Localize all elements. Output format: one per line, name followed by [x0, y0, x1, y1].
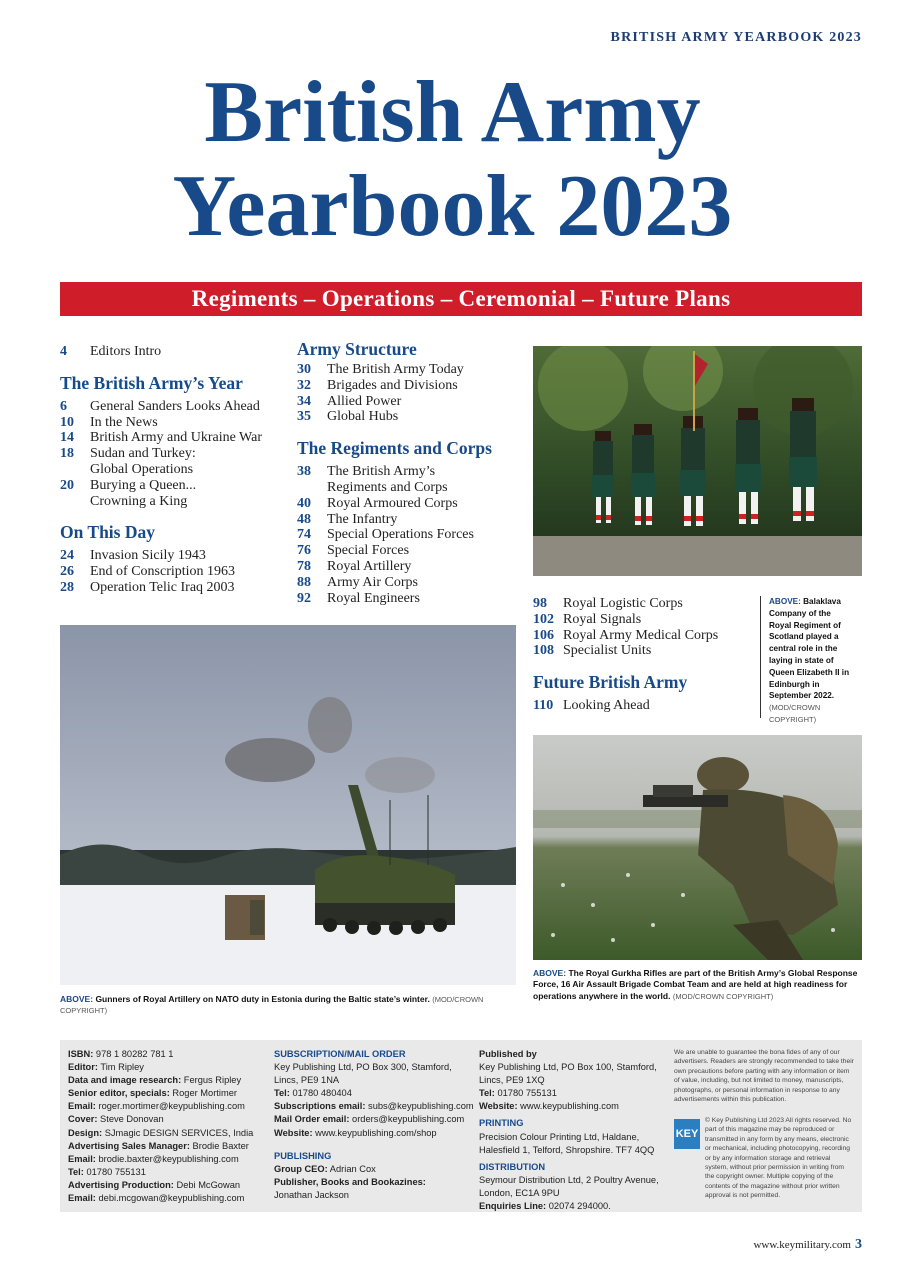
toc-entry[interactable]	[533, 612, 758, 628]
info-section-heading: PRINTING	[479, 1118, 524, 1129]
page-number: 3	[855, 1237, 862, 1252]
subtitle-banner: Regiments – Operations – Ceremonial – Future Plans	[60, 282, 862, 316]
toc-entry-label: The British Army’s Regiments and Corps	[327, 464, 448, 495]
caption-label: ABOVE:	[769, 597, 801, 606]
info-line: Subscriptions email: subs@keypublishing.com	[274, 1101, 474, 1112]
info-line: London, EC1A 9PU	[479, 1187, 560, 1198]
page-title-line2: Yearbook 2023	[172, 158, 733, 255]
toc-column-1	[60, 344, 290, 596]
toc-entry-label: The Infantry	[327, 511, 398, 527]
toc-entry[interactable]	[60, 446, 290, 478]
advertiser-disclaimer: We are unable to guarantee the bona fides of any of our advertisers. Readers are strongly recommended to take their own precautions before parting with any information or item of value, including, but not limited to money, manuscripts, photographs, or personal information in response to any advertisements within this publication.	[674, 1049, 854, 1104]
email-link[interactable]: orders@keypublishing.com	[352, 1114, 465, 1125]
info-line: Senior editor, specials: Roger Mortimer	[68, 1088, 237, 1099]
info-line: Website: www.keypublishing.com/shop	[274, 1127, 437, 1138]
info-line: Email: brodie.baxter@keypublishing.com	[68, 1153, 239, 1164]
info-line: Key Publishing Ltd, PO Box 100, Stamford,	[479, 1062, 657, 1073]
caption-text: Gunners of Royal Artillery on NATO duty in Estonia during the Baltic state’s winter.	[95, 994, 430, 1004]
toc-entry-label: Special Forces	[327, 543, 410, 559]
toc-entry[interactable]	[60, 415, 290, 431]
toc-page-number: 108	[533, 643, 554, 659]
toc-entry-label: Royal Signals	[563, 611, 642, 627]
info-line: Tel: 01780 480404	[274, 1088, 352, 1099]
toc-entry-label: Burying a Queen... Crowning a King	[90, 477, 197, 509]
parade-photo-illustration	[533, 346, 862, 576]
caption-credit: (MOD/CROWN COPYRIGHT)	[60, 995, 484, 1016]
toc-entry[interactable]	[60, 548, 290, 564]
page-footer	[753, 1237, 862, 1253]
info-line: Key Publishing Ltd, PO Box 300, Stamford,	[274, 1062, 452, 1073]
toc-page-number: 14	[60, 430, 74, 446]
info-line: Website: www.keypublishing.com	[479, 1101, 619, 1112]
info-line: Tel: 01780 755131	[479, 1088, 557, 1099]
parade-caption	[760, 596, 850, 724]
info-line: Seymour Distribution Ltd, 2 Poultry Avenue,	[479, 1174, 659, 1185]
toc-entry-label: General Sanders Looks Ahead	[90, 398, 260, 414]
caption-credit: (MOD/CROWN COPYRIGHT)	[672, 991, 774, 1001]
toc-page-number: 35	[297, 409, 311, 425]
toc-entry[interactable]	[60, 344, 290, 360]
info-line: Tel: 01780 755131	[68, 1166, 146, 1177]
toc-entry-label: British Army and Ukraine War	[90, 430, 263, 446]
artillery-photo-illustration	[60, 625, 516, 985]
info-line: Email: roger.mortimer@keypublishing.com	[68, 1101, 245, 1112]
toc-entry-label: Royal Armoured Corps	[327, 495, 458, 511]
toc-section-heading: Army Structure	[297, 339, 417, 359]
copyright-notice: © Key Publishing Ltd 2023 All rights reserved. No part of this magazine may be reproduced or transmitted in any form by any means, electronic or mechanical, including photocopying, recording or by any information storage and retrieval system, without prior permission in writing from the copyright owner. Multiple copying of the contents of the magazine without prior written approval is not permitted.	[705, 1117, 852, 1200]
toc-page-number: 20	[60, 477, 74, 493]
toc-page-number: 98	[533, 596, 547, 611]
toc-entry-label: Brigades and Divisions	[327, 377, 458, 393]
info-line: Cover: Steve Donovan	[68, 1114, 164, 1125]
info-line: Email: debi.mcgowan@keypublishing.com	[68, 1193, 245, 1204]
info-column-credits	[68, 1048, 268, 1205]
caption-label: ABOVE:	[60, 994, 94, 1004]
toc-entry-label: End of Conscription 1963	[90, 564, 236, 580]
info-line: Precision Colour Printing Ltd, Haldane,	[479, 1131, 640, 1142]
toc-page-number: 28	[60, 579, 74, 595]
toc-entry-label: Editors Intro	[90, 344, 162, 359]
toc-entry-label: In the News	[90, 414, 158, 430]
toc-page-number: 102	[533, 611, 554, 627]
toc-entry[interactable]	[297, 496, 527, 512]
toc-entry[interactable]	[60, 580, 290, 596]
toc-page-number: 4	[60, 344, 67, 359]
page-title-line1: British Army	[204, 64, 701, 161]
toc-entry-label: Looking Ahead	[563, 698, 650, 714]
info-section-heading: SUBSCRIPTION/MAIL ORDER	[274, 1049, 406, 1059]
info-line: Design: SJmagic DESIGN SERVICES, India	[68, 1127, 254, 1138]
artillery-caption	[60, 994, 520, 1017]
info-line: ISBN: 978 1 80282 781 1	[68, 1049, 174, 1059]
toc-page-number: 92	[297, 590, 311, 606]
toc-page-number: 76	[297, 543, 311, 559]
toc-column-2	[297, 338, 527, 606]
toc-section-heading: Future British Army	[533, 672, 688, 693]
toc-entry[interactable]	[533, 698, 758, 714]
toc-entry-label: Sudan and Turkey: Global Operations	[90, 446, 196, 477]
toc-page-number: 38	[297, 464, 311, 480]
toc-entry-label: Specialist Units	[563, 643, 652, 659]
info-line: Group CEO: Adrian Cox	[274, 1163, 376, 1174]
gurkha-photo-illustration	[533, 735, 862, 960]
info-line: Data and image research: Fergus Ripley	[68, 1075, 242, 1086]
website-link[interactable]: www.keypublishing.com	[520, 1101, 619, 1112]
toc-entry-label: Royal Engineers	[327, 590, 420, 606]
toc-page-number: 40	[297, 495, 311, 511]
gurkha-photo	[533, 735, 862, 960]
toc-entry[interactable]	[533, 596, 758, 612]
toc-entry-label: Allied Power	[327, 393, 402, 409]
running-head: BRITISH ARMY YEARBOOK 2023	[610, 30, 862, 45]
toc-entry[interactable]	[297, 575, 527, 591]
info-line: Advertising Sales Manager: Brodie Baxter	[68, 1140, 249, 1151]
toc-entry-label: Global Hubs	[327, 409, 399, 425]
toc-entry[interactable]	[297, 378, 527, 394]
info-column-publisher	[479, 1048, 674, 1213]
toc-entry-label: Royal Army Medical Corps	[563, 627, 719, 643]
toc-page-number: 34	[297, 393, 311, 409]
toc-page-number: 110	[533, 698, 554, 714]
toc-section-heading: On This Day	[60, 522, 155, 543]
toc-section-heading: The British Army’s Year	[60, 372, 243, 393]
email-link[interactable]: subs@keypublishing.com	[368, 1101, 474, 1112]
toc-entry-label: Royal Artillery	[327, 558, 412, 574]
toc-entry-label: Royal Logistic Corps	[563, 596, 683, 611]
toc-page-number: 6	[60, 398, 67, 414]
artillery-photo	[60, 625, 516, 985]
website-link[interactable]: www.keypublishing.com/shop	[315, 1127, 437, 1138]
info-section-heading: PUBLISHING	[274, 1150, 332, 1161]
toc-entry[interactable]	[297, 409, 527, 425]
toc-entry[interactable]	[60, 430, 290, 446]
toc-column-3	[533, 596, 758, 714]
toc-page-number: 30	[297, 362, 311, 377]
toc-page-number: 48	[297, 511, 311, 527]
info-line: Lincs, PE9 1XQ	[479, 1075, 545, 1086]
toc-page-number: 74	[297, 527, 311, 543]
info-line: Lincs, PE9 1NA	[274, 1075, 340, 1086]
toc-page-number: 106	[533, 627, 554, 643]
toc-entry[interactable]	[297, 512, 527, 528]
toc-page-number: 78	[297, 558, 311, 574]
caption-label: ABOVE:	[533, 968, 567, 978]
caption-text: Balaklava Company of the Royal Regiment of Scotland played a central role in the laying in state of Queen Elizabeth II in Edinburgh in September 2022.	[769, 597, 850, 701]
toc-page-number: 24	[60, 548, 74, 564]
toc-page-number: 18	[60, 446, 74, 462]
toc-page-number: 10	[60, 414, 74, 430]
info-line: Mail Order email: orders@keypublishing.com	[274, 1114, 465, 1125]
info-line: Editor: Tim Ripley	[68, 1062, 144, 1073]
info-line: Advertising Production: Debi McGowan	[68, 1179, 241, 1190]
caption-credit: (MOD/CROWN COPYRIGHT)	[769, 703, 821, 724]
toc-entry[interactable]	[297, 543, 527, 559]
info-line: Published by	[479, 1049, 537, 1059]
toc-entry-label: Special Operations Forces	[327, 527, 474, 543]
footer-url[interactable]: www.keymilitary.com	[753, 1239, 851, 1251]
toc-entry[interactable]	[297, 464, 527, 496]
toc-entry[interactable]	[533, 643, 758, 659]
toc-entry[interactable]	[533, 628, 758, 644]
gurkha-caption	[533, 968, 863, 1002]
toc-page-number: 88	[297, 574, 311, 590]
publication-info-box	[60, 1040, 862, 1212]
toc-entry[interactable]	[60, 564, 290, 580]
toc-entry[interactable]	[297, 527, 527, 543]
info-line: Jonathan Jackson	[274, 1189, 349, 1200]
toc-entry[interactable]	[297, 362, 527, 378]
toc-page-number: 32	[297, 377, 311, 393]
toc-entry[interactable]	[297, 559, 527, 575]
toc-entry-label: Army Air Corps	[327, 574, 418, 590]
info-line: Publisher, Books and Bookazines:	[274, 1176, 426, 1187]
key-publishing-logo: KEY	[674, 1119, 700, 1149]
toc-entry-label: Invasion Sicily 1943	[90, 548, 206, 564]
toc-entry-label: Operation Telic Iraq 2003	[90, 579, 235, 595]
info-line: Halesfield 1, Telford, Shropshire. TF7 4QQ	[479, 1144, 655, 1155]
info-column-subscriptions	[274, 1048, 474, 1202]
toc-entry[interactable]	[60, 478, 290, 510]
toc-entry-label: The British Army Today	[327, 362, 464, 377]
toc-entry[interactable]	[297, 394, 527, 410]
info-section-heading: DISTRIBUTION	[479, 1161, 546, 1172]
toc-page-number: 26	[60, 564, 74, 580]
caption-text: The Royal Gurkha Rifles are part of the British Army’s Global Response Force, 16 Air Assault Brigade Combat Team and are held at high readiness for operations anywhere in the world.	[533, 968, 858, 1001]
toc-entry[interactable]	[297, 591, 527, 607]
info-line: Enquiries Line: 02074 294000.	[479, 1201, 611, 1212]
parade-photo	[533, 346, 862, 576]
toc-section-heading: The Regiments and Corps	[297, 438, 492, 459]
toc-entry[interactable]	[60, 399, 290, 415]
